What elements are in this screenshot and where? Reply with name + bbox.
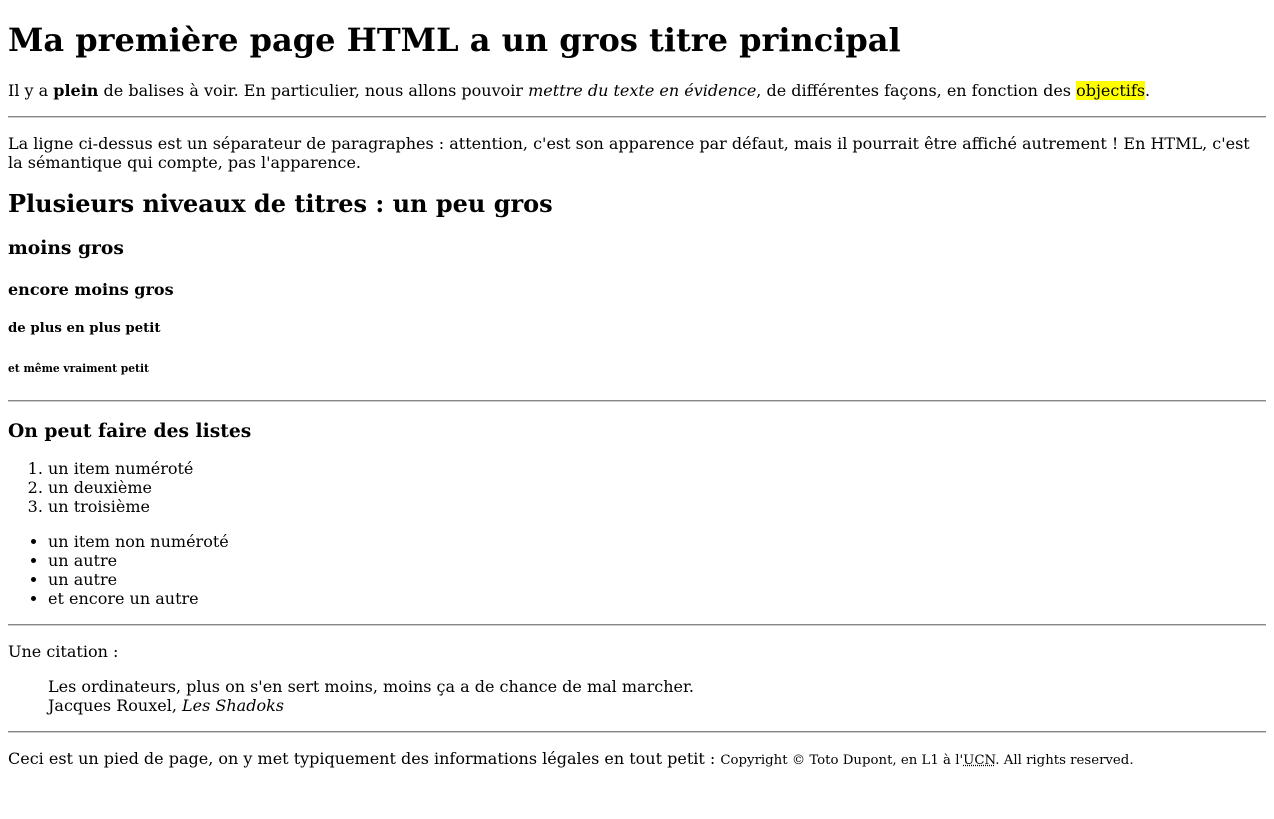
intro-paragraph: [8, 81, 1266, 100]
unordered-list: [8, 532, 1266, 608]
heading-level-3: moins gros: [8, 237, 124, 259]
page: [0, 21, 1274, 770]
quote-intro: Une citation :: [8, 642, 119, 661]
intro-text-3: , de différentes façons, en fonction des: [756, 81, 1077, 100]
list-item: • un autre: [48, 551, 1266, 570]
ordered-list: [8, 459, 1266, 516]
list-item: • et encore un autre: [48, 589, 1266, 608]
quote-author: Jacques Rouxel,: [48, 696, 182, 715]
list-item: 1. un item numéroté: [48, 459, 1266, 478]
footer-text: Ceci est un pied de page, on y met typiquement des informations légales en tout petit :: [8, 749, 721, 768]
copyright-prefix: Copyright © Toto Dupont, en L1 à l': [720, 753, 964, 768]
abbreviation-ucn: UCN: [963, 753, 996, 768]
intro-text-1: Il y a: [8, 81, 54, 100]
separator-note: La ligne ci-dessus est un séparateur de paragraphes : attention, c'est son apparence par défaut, mais il pourrait être affiché autrement ! En HTML, c'est la sémantique qui compte, pas l'apparence.: [8, 134, 1250, 172]
heading-level-6: et même vraiment petit: [8, 362, 149, 375]
separator-3: [8, 624, 1266, 626]
lists-heading: On peut faire des listes: [8, 420, 252, 442]
heading-level-2: Plusieurs niveaux de titres : un peu gros: [8, 189, 553, 218]
quote-attribution: [48, 696, 1226, 715]
intro-highlight: objectifs: [1076, 81, 1146, 100]
intro-strong: plein: [53, 81, 99, 100]
page-footer: [8, 749, 1266, 770]
separator-4: [8, 731, 1266, 733]
page-title: Ma première page HTML a un gros titre principal: [8, 21, 901, 59]
footer-copyright: [720, 753, 1133, 768]
intro-emphasis: mettre du texte en évidence: [528, 81, 757, 100]
quote-work: Les Shadoks: [182, 696, 284, 715]
list-item: 2. un deuxième: [48, 478, 1266, 497]
quote-block: [48, 677, 1226, 715]
separator-1: [8, 116, 1266, 118]
heading-level-5: de plus en plus petit: [8, 321, 161, 336]
heading-level-4: encore moins gros: [8, 280, 174, 299]
quote-text: Les ordinateurs, plus on s'en sert moins, moins ça a de chance de mal marcher.: [48, 677, 694, 696]
list-item: • un autre: [48, 570, 1266, 589]
list-item: • un item non numéroté: [48, 532, 1266, 551]
intro-text-2: de balises à voir. En particulier, nous allons pouvoir: [98, 81, 529, 100]
list-item: 3. un troisième: [48, 497, 1266, 516]
copyright-suffix: . All rights reserved.: [995, 753, 1134, 768]
separator-2: [8, 400, 1266, 402]
intro-text-4: .: [1145, 81, 1151, 100]
